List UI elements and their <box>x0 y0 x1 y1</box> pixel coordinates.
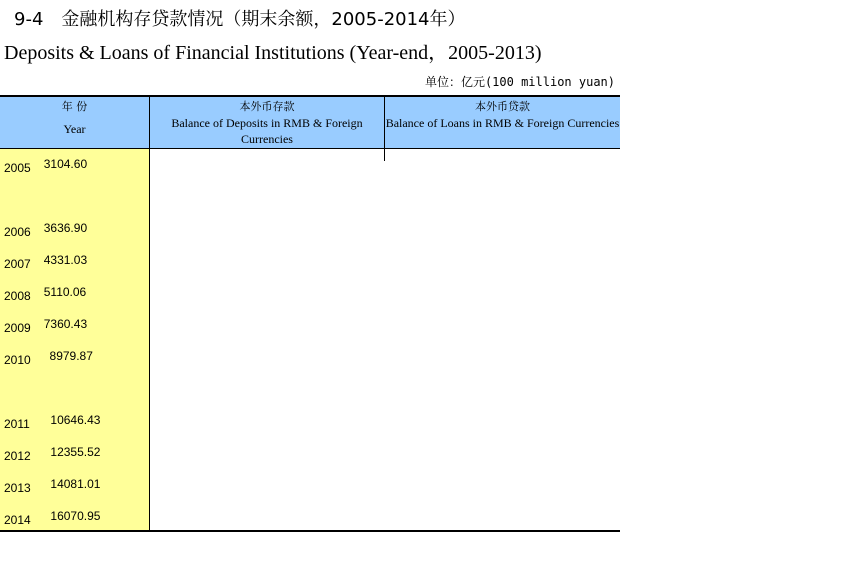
loans-cell: 3104.60 <box>43 157 88 171</box>
loans-cell: 7360.43 <box>43 317 88 331</box>
table-row <box>0 477 620 505</box>
year-cell: 2014 <box>4 513 31 527</box>
year-header-en: Year <box>63 122 86 136</box>
table-row <box>0 413 620 441</box>
year-cell: 2006 <box>4 225 31 239</box>
table-header <box>0 97 620 149</box>
year-cell: 2007 <box>4 257 31 271</box>
loans-cell: 16070.95 <box>50 509 101 523</box>
table-row <box>0 445 620 473</box>
table-body <box>0 149 620 530</box>
table-row <box>0 317 620 345</box>
table-row <box>0 253 620 281</box>
page-title-english: Deposits & Loans of Financial Institutions (Year-end，2005-2013) <box>4 42 542 64</box>
loans-cell: 12355.52 <box>50 445 101 459</box>
page-title-chinese: 9-4 金融机构存贷款情况（期末余额，2005-2014年） <box>14 9 466 30</box>
deposits-header-en: Balance of Deposits in RMB & Foreign Currencies <box>171 116 363 146</box>
loans-column-header <box>385 97 620 148</box>
column-divider <box>384 149 385 161</box>
year-column-header <box>0 97 150 148</box>
loans-header-en: Balance of Loans in RMB & Foreign Currencies <box>385 116 620 130</box>
table-row <box>0 221 620 249</box>
loans-cell: 3636.90 <box>43 221 88 235</box>
table-row <box>0 285 620 313</box>
data-table <box>0 95 620 532</box>
table-row <box>0 157 620 185</box>
unit-label: 单位：亿元(100 million yuan) <box>424 75 615 89</box>
table-row <box>0 349 620 377</box>
deposits-header-cn: 本外币存款 <box>239 100 295 113</box>
year-cell: 2009 <box>4 321 31 335</box>
loans-cell: 8979.87 <box>49 349 93 363</box>
loans-cell: 14081.01 <box>50 477 101 491</box>
table-row <box>0 509 620 537</box>
year-cell: 2010 <box>4 353 31 367</box>
loans-cell: 4331.03 <box>43 253 88 267</box>
loans-cell: 5110.06 <box>43 285 87 299</box>
loans-cell: 10646.43 <box>50 413 101 427</box>
year-header-cn: 年 份 <box>61 100 88 113</box>
loans-header-cn: 本外币贷款 <box>475 100 530 113</box>
year-cell: 2013 <box>4 481 31 495</box>
year-cell: 2005 <box>4 161 31 175</box>
deposits-column-header <box>150 97 385 148</box>
year-cell: 2008 <box>4 289 31 303</box>
year-cell: 2012 <box>4 449 31 463</box>
year-cell: 2011 <box>4 417 30 431</box>
